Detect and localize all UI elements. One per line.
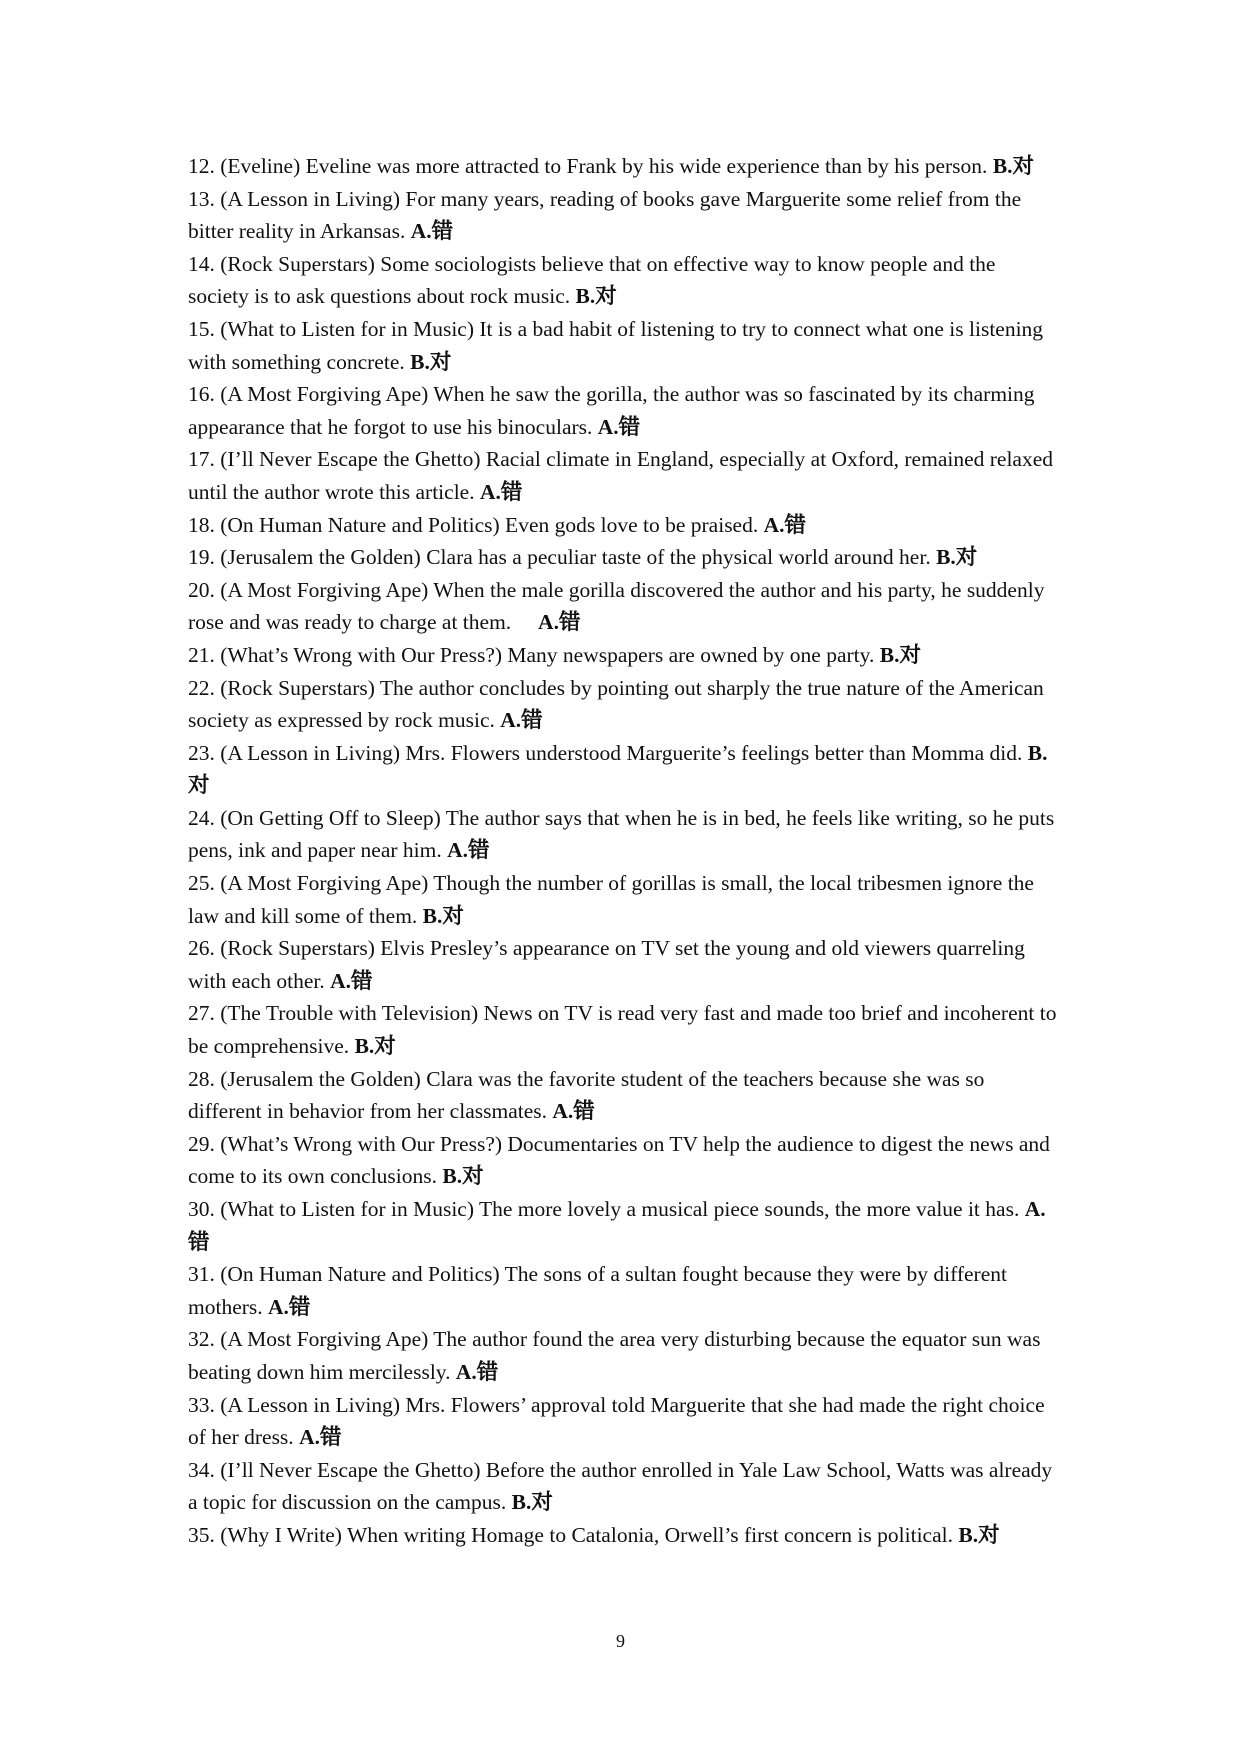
- answer-label: B.对: [354, 1034, 396, 1059]
- answer-label: A.错: [763, 512, 807, 537]
- question-item: [188, 997, 1060, 1062]
- question-item: [188, 1063, 1060, 1128]
- answer-label: B.对: [442, 1164, 484, 1189]
- answer-label: A.错: [268, 1294, 311, 1319]
- question-text: (A Lesson in Living) Mrs. Flowers’ approval told Marguerite that she had made the right choice of her dress.: [188, 1392, 1045, 1450]
- question-number: 24.: [188, 805, 215, 830]
- answer-label: A.错: [330, 968, 373, 993]
- question-text: (A Lesson in Living) For many years, reading of books gave Marguerite some relief from the bitter reality in Arkansas.: [188, 186, 1022, 244]
- question-item: [188, 541, 1060, 574]
- answer-label: B.对: [422, 903, 464, 928]
- question-text: (Jerusalem the Golden) Clara was the favorite student of the teachers because she was so different in behavior from her classmates.: [188, 1066, 985, 1124]
- question-text: (Rock Superstars) Some sociologists believe that on effective way to know people and the society is to ask questions about rock music.: [188, 251, 996, 309]
- answer-label: A.错: [410, 219, 454, 244]
- answer-label: A.错: [538, 610, 581, 635]
- question-item: [188, 1454, 1060, 1519]
- question-text: (What’s Wrong with Our Press?) Documentaries on TV help the audience to digest the news and come to its own conclusions.: [188, 1131, 1050, 1189]
- question-item: [188, 1128, 1060, 1193]
- question-number: 27.: [188, 1001, 215, 1026]
- question-text: (The Trouble with Television) News on TV is read very fast and made too brief and incoherent to be comprehensive.: [188, 1001, 1057, 1059]
- answer-label: A.错: [552, 1099, 595, 1124]
- question-number: 35.: [188, 1522, 215, 1547]
- question-text: (What to Listen for in Music) It is a bad habit of listening to try to connect what one is listening with something concrete.: [188, 316, 1044, 374]
- question-item: [188, 1389, 1060, 1454]
- question-text: (What to Listen for in Music) The more lovely a musical piece sounds, the more value it has.: [214, 1197, 1025, 1221]
- question-number: 25.: [188, 871, 215, 896]
- answer-label: B.对: [958, 1522, 1000, 1547]
- question-text: (Eveline) Eveline was more attracted to Frank by his wide experience than by his person.: [214, 154, 993, 178]
- question-item: [188, 313, 1060, 378]
- question-number: 18.: [188, 512, 215, 537]
- question-text: (A Most Forgiving Ape) The author found the area very disturbing because the equator sun was beating down him mercilessly.: [188, 1327, 1041, 1384]
- answer-label: B.对: [575, 284, 617, 309]
- question-number: 16.: [188, 382, 215, 407]
- question-item: [188, 574, 1060, 639]
- page-number: 9: [616, 1631, 625, 1651]
- question-item: [188, 248, 1060, 313]
- question-item: [188, 183, 1060, 248]
- answer-label: B.对: [936, 545, 978, 570]
- answer-label: A.错: [479, 479, 523, 504]
- question-text: (A Most Forgiving Ape) Though the number of gorillas is small, the local tribesmen ignore the law and kill some of them.: [188, 871, 1034, 928]
- question-number: 15.: [188, 316, 215, 341]
- question-item: [188, 378, 1060, 443]
- answer-label: A.错: [299, 1425, 342, 1450]
- question-text: (On Human Nature and Politics) Even gods love to be praised.: [214, 512, 764, 537]
- question-number: 26.: [188, 936, 215, 961]
- question-text: (Rock Superstars) Elvis Presley’s appearance on TV set the young and old viewers quarreling with each other.: [188, 936, 1025, 993]
- question-item: [188, 672, 1060, 737]
- question-number: 31.: [188, 1262, 215, 1287]
- question-item: [188, 150, 1060, 183]
- question-item: [188, 737, 1060, 802]
- question-text: (A Most Forgiving Ape) When he saw the gorilla, the author was so fascinated by its charming appearance that he forgot to use his binoculars.: [188, 382, 1035, 439]
- question-item: [188, 1258, 1060, 1323]
- question-number: 33.: [188, 1392, 215, 1417]
- question-text: (On Human Nature and Politics) The sons of a sultan fought because they were by different mothers.: [188, 1262, 1007, 1319]
- question-text: (Rock Superstars) The author concludes by pointing out sharply the true nature of the American society as expressed by rock music.: [188, 675, 1044, 733]
- question-number: 34.: [188, 1457, 215, 1482]
- question-item: [188, 1193, 1060, 1258]
- question-item: [188, 802, 1060, 867]
- question-number: 12.: [188, 154, 215, 178]
- question-number: 13.: [188, 186, 215, 211]
- question-item: [188, 1323, 1060, 1388]
- question-number: 32.: [188, 1327, 215, 1352]
- answer-label: B.对: [992, 154, 1035, 178]
- answer-label: A.错: [455, 1359, 499, 1384]
- answer-label: A.错: [447, 838, 490, 863]
- question-number: 22.: [188, 675, 215, 700]
- question-number: 17.: [188, 447, 215, 472]
- question-item: [188, 1519, 1060, 1552]
- answer-label: A.错: [597, 414, 641, 439]
- answer-label: B.对: [188, 740, 1048, 798]
- answer-label: A.错: [188, 1197, 1046, 1254]
- question-number: 21.: [188, 642, 215, 667]
- question-text: (I’ll Never Escape the Ghetto) Before the author enrolled in Yale Law School, Watts was already a topic for discussion on the campus.: [188, 1457, 1053, 1515]
- answer-label: A.错: [500, 708, 543, 733]
- answer-label: B.对: [879, 642, 921, 667]
- answer-label: B.对: [511, 1490, 553, 1515]
- question-number: 29.: [188, 1131, 215, 1156]
- question-number: 20.: [188, 577, 215, 602]
- question-text: (A Most Forgiving Ape) When the male gorilla discovered the author and his party, he suddenly rose and was ready to charge at them.: [188, 577, 1050, 635]
- question-item: [188, 443, 1060, 508]
- question-number: 28.: [188, 1066, 215, 1091]
- question-number: 30.: [188, 1197, 215, 1221]
- question-list: [188, 150, 1060, 1552]
- question-item: [188, 867, 1060, 932]
- question-text: (On Getting Off to Sleep) The author says that when he is in bed, he feels like writing, so he puts pens, ink and paper near him.: [188, 805, 1055, 863]
- question-number: 14.: [188, 251, 215, 276]
- question-number: 23.: [188, 740, 215, 765]
- question-text: (Jerusalem the Golden) Clara has a peculiar taste of the physical world around her.: [214, 545, 937, 570]
- question-text: (I’ll Never Escape the Ghetto) Racial climate in England, especially at Oxford, remained relaxed until the author wrote this article.: [188, 447, 1054, 504]
- question-text: (Why I Write) When writing Homage to Catalonia, Orwell’s first concern is political.: [214, 1522, 959, 1547]
- question-item: [188, 509, 1060, 542]
- question-number: 19.: [188, 545, 215, 570]
- answer-label: B.对: [410, 349, 452, 374]
- question-item: [188, 932, 1060, 997]
- question-text: (A Lesson in Living) Mrs. Flowers understood Marguerite’s feelings better than Momma did.: [214, 740, 1028, 765]
- question-item: [188, 639, 1060, 672]
- question-text: (What’s Wrong with Our Press?) Many newspapers are owned by one party.: [214, 642, 880, 667]
